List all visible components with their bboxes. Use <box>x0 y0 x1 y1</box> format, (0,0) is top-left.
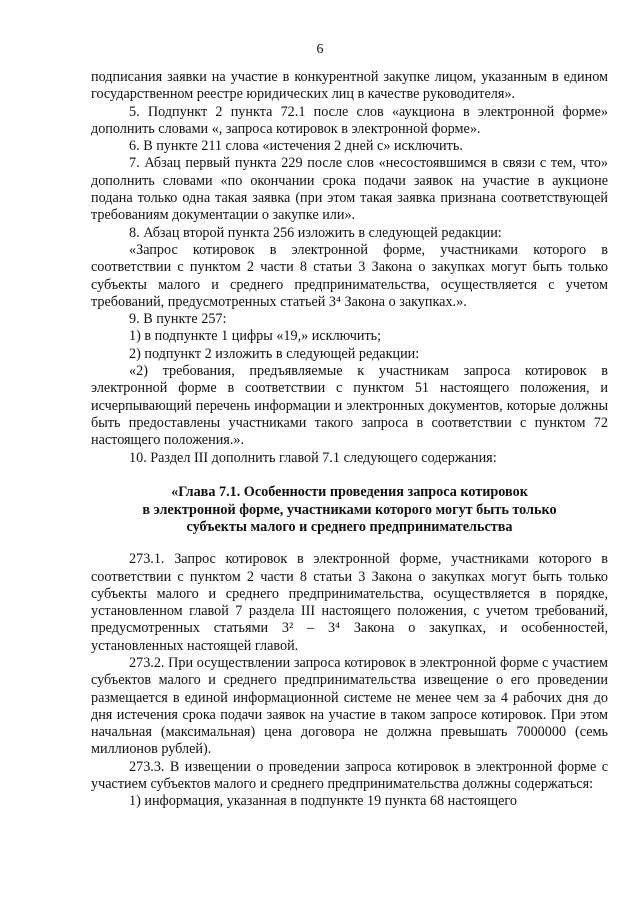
chapter-heading <box>91 484 608 537</box>
paragraph: 273.2. При осуществлении запроса котировок в электронной форме с участием субъектов малого и среднего предпринимательства извещение о его проведении размещается в единой информационной системе не менее чем за 4 рабочих дня до дня истечения срока подачи заявок на участие в таком запросе котировок. При этом начальная (максимальная) цена договора не должна превышать 7000000 (семь миллионов рублей). <box>91 655 608 758</box>
paragraph: 10. Раздел III дополнить главой 7.1 следующего содержания: <box>129 449 497 466</box>
chapter-heading-line: в электронной форме, участниками которого могут быть только <box>142 501 557 518</box>
paragraph: 1) информация, указанная в подпункте 19 пункта 68 настоящего <box>129 793 517 810</box>
quoted-paragraph: «2) требования, предъявляемые к участникам запроса котировок в электронной форме в соответствии с пунктом 51 настоящего положения, и исчерпывающий перечень информации и электронных документов, которые должны быть предоставлены участниками такого запроса в соответствии с пунктом 72 настоящего положения.». <box>91 363 608 449</box>
paragraph: 2) подпункт 2 изложить в следующей редакции: <box>129 345 420 362</box>
paragraph: 9. В пункте 257: <box>129 311 227 328</box>
chapter-heading-line: «Глава 7.1. Особенности проведения запроса котировок <box>171 483 528 500</box>
paragraph: 273.1. Запрос котировок в электронной форме, участниками которого в соответствии с пунктом 2 части 8 статьи 3 Закона о закупках могут быть только субъекты малого и среднего предпринимательства, осуществляется в порядке, установленном главой 7 раздела III настоящего положения, с учетом требований, предусмотренных статьями 3² – 3⁴ Закона о закупках, и особенностей, установленных настоящей главой. <box>91 551 608 654</box>
paragraph: 273.3. В извещении о проведении запроса котировок в электронной форме с участием субъектов малого и среднего предпринимательства должны содержаться: <box>91 758 608 793</box>
paragraph: подписания заявки на участие в конкурентной закупке лицом, указанным в едином государственном реестре юридических лиц в качестве руководителя». <box>91 69 608 103</box>
page-number: 6 <box>316 42 324 57</box>
paragraph: 1) в подпункте 1 цифры «19,» исключить; <box>129 328 382 345</box>
quoted-paragraph: «Запрос котировок в электронной форме, участниками которого в соответствии с пунктом 2 части 8 статьи 3 Закона о закупках могут быть только субъекты малого и среднего предпринимательства, осуществляется с учетом требований, предусмотренных статьей 3⁴ Закона о закупках.». <box>91 241 608 310</box>
paragraph: 6. В пункте 211 слова «истечения 2 дней с» исключить. <box>129 138 463 155</box>
paragraph: 8. Абзац второй пункта 256 изложить в следующей редакции: <box>129 224 502 241</box>
chapter-heading-line: субъекты малого и среднего предпринимательства <box>186 519 513 536</box>
paragraph: 5. Подпункт 2 пункта 72.1 после слов «аукциона в электронной форме» дополнить словами «, запроса котировок в электронной форме». <box>91 103 608 137</box>
paragraph: 7. Абзац первый пункта 229 после слов «несостоявшимся в связи с тем, что» дополнить словами «по окончании срока подачи заявок на участие в аукционе подана только одна такая заявка (при этом такая заявка признана соответствующей требованиям документации о закупке или». <box>91 155 608 224</box>
document-body <box>91 69 608 811</box>
